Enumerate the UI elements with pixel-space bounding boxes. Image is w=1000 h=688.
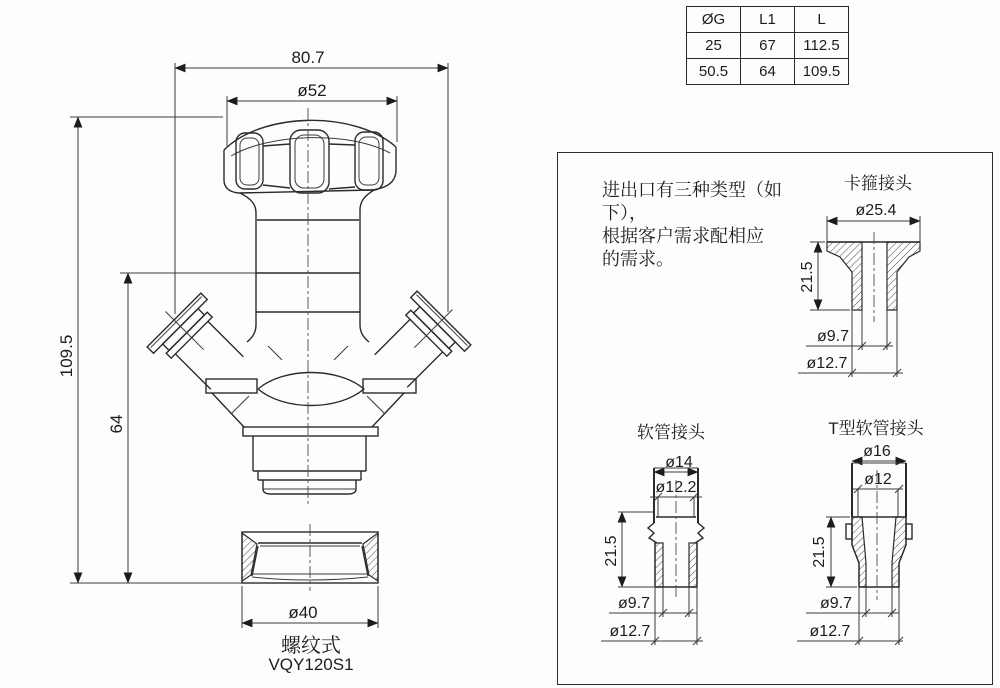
dim-t-bore xyxy=(806,587,899,617)
handwheel xyxy=(224,120,396,193)
port-right xyxy=(364,283,479,398)
dim-nut-dia xyxy=(242,586,378,628)
port-left xyxy=(139,285,254,400)
dim-label-hose-bore: ø9.7 xyxy=(617,595,651,612)
dim-label-handwheel-dia: ø52 xyxy=(297,81,327,100)
table-header-cell: L1 xyxy=(741,7,795,33)
connector-clamp-view xyxy=(798,174,920,377)
note-line: 根据客户需求配相应 xyxy=(602,226,764,246)
table-header-cell: ØG xyxy=(687,7,741,33)
connector-clamp-title: 卡箍接头 xyxy=(844,174,912,193)
dim-label-overall-width: 80.7 xyxy=(291,48,325,67)
valve-body xyxy=(206,108,416,504)
table-cell: 50.5 xyxy=(687,59,741,85)
dim-label-body-height: 64 xyxy=(107,414,126,434)
connector-t-hose-view xyxy=(797,419,925,645)
table-cell: 109.5 xyxy=(795,59,849,85)
table-header-cell: L xyxy=(795,7,849,33)
dim-label-hose-height: 21.5 xyxy=(603,535,620,567)
diaphragm-lens xyxy=(258,373,364,406)
connector-t-hose-title: T型软管接头 xyxy=(828,419,924,438)
table-cell: 67 xyxy=(741,33,795,59)
connector-hose-view xyxy=(601,423,706,645)
dim-hose-tube xyxy=(601,587,703,645)
note-line: 的需求。 xyxy=(602,249,674,269)
thread-nut-detail xyxy=(242,524,378,591)
valve-front-view xyxy=(57,48,479,674)
dim-label-clamp-tube: ø12.7 xyxy=(806,355,848,372)
dim-label-t-tube: ø12.7 xyxy=(809,623,851,640)
dim-label-clamp-height: 21.5 xyxy=(799,261,816,293)
dim-handwheel-dia xyxy=(227,81,397,146)
dim-label-hose-tube: ø12.7 xyxy=(609,623,651,640)
connection-type-label: 螺纹式 xyxy=(281,635,341,657)
dim-label-hose-top: ø14 xyxy=(665,454,693,471)
dim-clamp-bore xyxy=(806,310,893,350)
dim-label-t-top: ø16 xyxy=(863,443,891,460)
dim-label-overall-height: 109.5 xyxy=(57,334,76,378)
note-line: 进出口有三种类型（如 xyxy=(602,180,782,200)
dim-label-nut-dia: ø40 xyxy=(288,603,318,622)
table-cell: 64 xyxy=(741,59,795,85)
dim-hose-bore xyxy=(609,587,697,617)
connector-hose-title: 软管接头 xyxy=(637,423,705,442)
dim-label-hose-inner: ø12.2 xyxy=(655,479,697,496)
table-cell: 25 xyxy=(687,33,741,59)
table-cell: 112.5 xyxy=(795,33,849,59)
dim-label-t-height: 21.5 xyxy=(811,536,828,568)
note-line: 下）， xyxy=(602,203,647,223)
dim-hose-height xyxy=(603,512,654,587)
dim-label-clamp-flange-dia: ø25.4 xyxy=(855,202,897,219)
dim-t-height xyxy=(811,517,857,587)
dim-label-clamp-bore: ø9.7 xyxy=(816,328,850,345)
model-number-label: VQY120S1 xyxy=(268,655,354,674)
dim-body-height xyxy=(107,273,256,583)
valve-bonnet xyxy=(240,190,374,342)
dim-label-t-inner: ø12 xyxy=(864,471,892,488)
dim-label-t-bore: ø9.7 xyxy=(819,595,853,612)
